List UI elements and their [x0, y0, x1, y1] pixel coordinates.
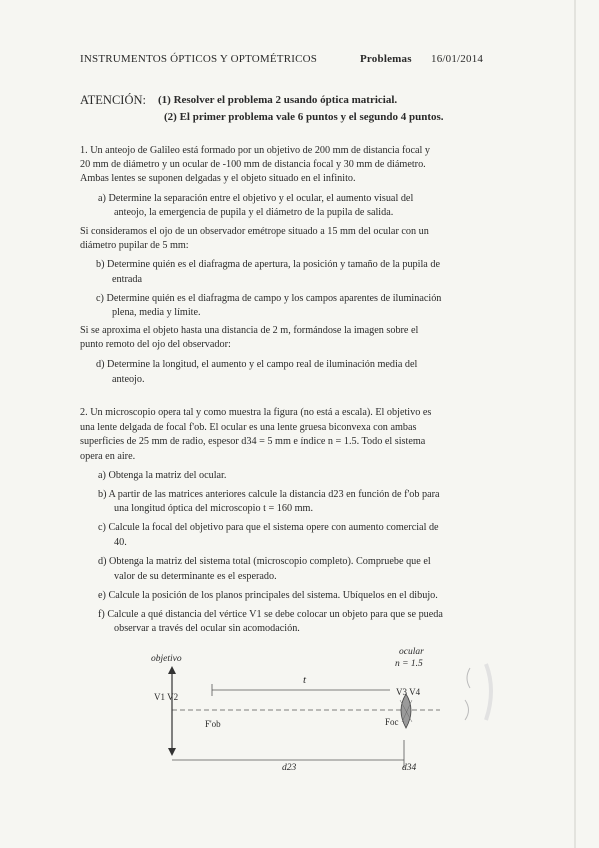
p1-d-2: anteojo. [112, 374, 145, 385]
d34-label: d34 [402, 763, 417, 773]
p1-context3-2: punto remoto del ojo del observador: [80, 339, 231, 350]
p2-a-1: a) Obtenga la matriz del ocular. [98, 470, 227, 481]
exam-type: Problemas [360, 53, 412, 65]
attention-line-2: (2) El primer problema vale 6 puntos y el segundo 4 puntos. [164, 111, 444, 123]
objective-arrow-bottom [168, 748, 176, 756]
objective-label: objetivo [151, 654, 182, 664]
p1-b-1: b) Determine quién es el diafragma de apertura, la posición y tamaño de la pupila de [96, 259, 440, 270]
p1-intro-3: Ambas lentes se suponen delgadas y el objeto situado en el infinito. [80, 173, 356, 184]
p2-intro-3: superficies de 25 mm de radio, espesor d34 = 5 mm e índice n = 1.5. Todo el sistema [80, 436, 426, 447]
scan-smudge [486, 664, 491, 720]
d23-label: d23 [282, 763, 297, 773]
v1v2-label: V1 V2 [154, 692, 179, 702]
p1-b-2: entrada [112, 274, 142, 285]
p2-c-2: 40. [114, 537, 127, 548]
p2-intro-2: una lente delgada de focal f'ob. El ocular es una lente gruesa biconvexa con ambas [80, 422, 417, 433]
p2-b-2: una longitud óptica del microscopio t = 160 mm. [114, 503, 313, 514]
p1-a-1: a) Determine la separación entre el objetivo y el ocular, el aumento visual del [98, 193, 414, 204]
p1-context3-1: Si se aproxima el objeto hasta una distancia de 2 m, formándose la imagen sobre el [80, 325, 419, 336]
t-label: t [303, 674, 307, 686]
ocular-label: ocular [399, 647, 424, 657]
fob-label: F'ob [205, 719, 221, 729]
p2-e-1: e) Calcule la posición de los planos principales del sistema. Ubíquelos en el dibujo. [98, 590, 438, 601]
p1-context2-1: Si consideramos el ojo de un observador emétrope situado a 15 mm del ocular con un [80, 226, 429, 237]
p1-intro-1: 1. Un anteojo de Galileo está formado por un objetivo de 200 mm de distancia focal y [80, 145, 430, 156]
exam-date: 16/01/2014 [431, 53, 484, 65]
foc-label: Foc [385, 717, 399, 727]
p2-f-2: observar a través del ocular sin acomodación. [114, 623, 300, 634]
p1-c-1: c) Determine quién es el diafragma de campo y los campos aparentes de iluminación [96, 293, 442, 304]
p2-f-1: f) Calcule a qué distancia del vértice V1 se debe colocar un objeto para que se pueda [98, 609, 443, 620]
p1-d-1: d) Determine la longitud, el aumento y el campo real de iluminación media del [96, 359, 418, 370]
pencil-mark-1 [467, 668, 470, 688]
p2-intro-4: opera en aire. [80, 451, 136, 462]
p1-intro-2: 20 mm de diámetro y un ocular de -100 mm de distancia focal y 30 mm de diámetro. [80, 159, 426, 170]
pencil-mark-2 [465, 700, 469, 720]
p1-a-2: anteojo, la emergencia de pupila y el diámetro de la pupila de salida. [114, 207, 394, 218]
p2-c-1: c) Calcule la focal del objetivo para que el sistema opere con aumento comercial de [98, 522, 439, 533]
p2-d-2: valor de su determinante es el esperado. [114, 571, 277, 582]
p1-context2-2: diámetro pupilar de 5 mm: [80, 240, 189, 251]
p2-intro-1: 2. Un microscopio opera tal y como muestra la figura (no está a escala). El objetivo es [80, 407, 432, 418]
p1-c-2: plena, media y límite. [112, 307, 201, 318]
index-label: n = 1.5 [395, 659, 423, 669]
v3v4-label: V3 V4 [396, 687, 421, 697]
p2-d-1: d) Obtenga la matriz del sistema total (microscopio completo). Compruebe que el [98, 556, 431, 567]
objective-arrow-top [168, 666, 176, 674]
p2-b-1: b) A partir de las matrices anteriores calcule la distancia d23 en función de f'ob para [98, 489, 440, 500]
attention-line-1: (1) Resolver el problema 2 usando óptica matricial. [158, 94, 398, 106]
exam-title: INSTRUMENTOS ÓPTICOS Y OPTOMÉTRICOS [80, 53, 318, 65]
attention-label: ATENCIÓN: [80, 93, 146, 107]
